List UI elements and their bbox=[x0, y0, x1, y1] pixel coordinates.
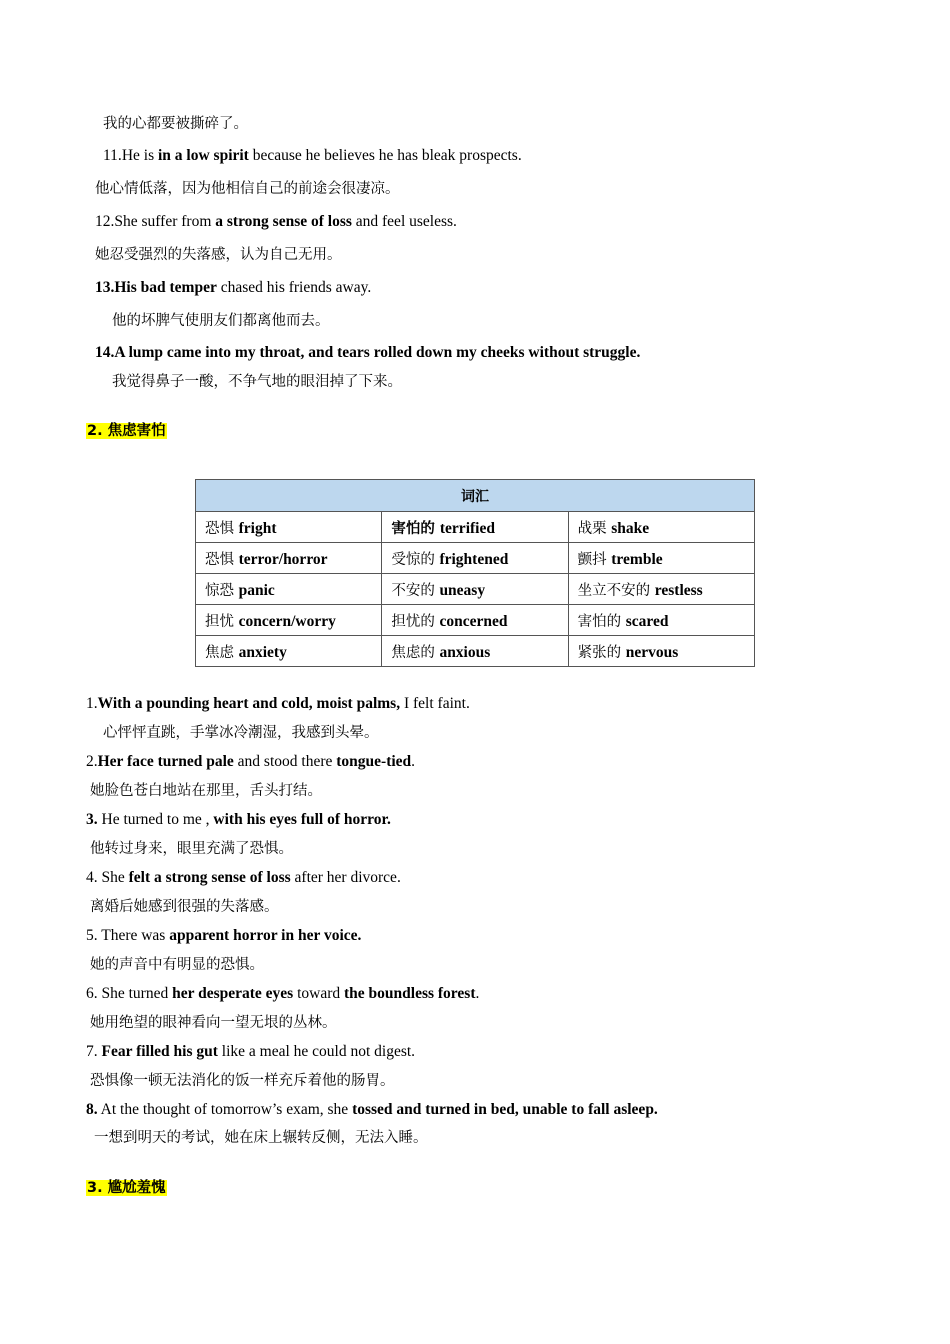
sentence-13-translation: 他的坏脾气使朋友们都离他而去。 bbox=[112, 313, 330, 329]
fear-sentence-2: 2.Her face turned pale and stood there tongue-tied. bbox=[86, 753, 416, 770]
table-row bbox=[196, 636, 755, 667]
table-cell: 颤抖 tremble bbox=[568, 543, 754, 574]
table-cell: 战栗 shake bbox=[568, 512, 754, 543]
table-row bbox=[196, 574, 755, 605]
table-cell: 担忧的 concerned bbox=[382, 605, 568, 636]
table-cell: 不安的 uneasy bbox=[382, 574, 568, 605]
fear-sentence-5-translation: 她的声音中有明显的恐惧。 bbox=[90, 957, 264, 973]
fear-sentence-4: 4. She felt a strong sense of loss after her divorce. bbox=[86, 869, 401, 886]
fear-sentence-6-translation: 她用绝望的眼神看向一望无垠的丛林。 bbox=[90, 1015, 337, 1031]
vocabulary-table bbox=[195, 479, 755, 667]
fear-sentence-7-translation: 恐惧像一顿无法消化的饭一样充斥着他的肠胃。 bbox=[90, 1073, 395, 1089]
table-row bbox=[196, 512, 755, 543]
sentence-12-translation: 她忍受强烈的失落感，认为自己无用。 bbox=[95, 247, 342, 263]
sentence-10-translation: 我的心都要被撕碎了。 bbox=[103, 116, 248, 132]
fear-sentence-8: 8. At the thought of tomorrow’s exam, she tossed and turned in bed, unable to fall asleep. bbox=[86, 1101, 658, 1118]
sentence-11: 11.He is in a low spirit because he believes he has bleak prospects. bbox=[103, 147, 522, 164]
table-header-row bbox=[196, 480, 755, 512]
table-cell: 害怕的 scared bbox=[568, 605, 754, 636]
fear-sentence-3: 3. He turned to me , with his eyes full of horror. bbox=[86, 811, 391, 828]
table-row bbox=[196, 543, 755, 574]
table-cell: 焦虑 anxiety bbox=[196, 636, 382, 667]
fear-sentence-8-translation: 一想到明天的考试，她在床上辗转反侧，无法入睡。 bbox=[94, 1130, 428, 1146]
table-cell: 恐惧 terror/horror bbox=[196, 543, 382, 574]
fear-sentence-2-translation: 她脸色苍白地站在那里，舌头打结。 bbox=[90, 783, 322, 799]
sentence-13: 13.His bad temper chased his friends away. bbox=[95, 279, 372, 296]
fear-sentence-7: 7. Fear filled his gut like a meal he could not digest. bbox=[86, 1043, 416, 1060]
table-cell: 焦虑的 anxious bbox=[382, 636, 568, 667]
table-cell: 紧张的 nervous bbox=[568, 636, 754, 667]
sentence-14: 14.A lump came into my throat, and tears rolled down my cheeks without struggle. bbox=[95, 344, 641, 361]
table-cell: 担忧 concern/worry bbox=[196, 605, 382, 636]
table-cell: 惊恐 panic bbox=[196, 574, 382, 605]
table-cell: 坐立不安的 restless bbox=[568, 574, 754, 605]
section-heading-anxiety-fear: 2. 焦虑害怕 bbox=[87, 423, 166, 439]
table-cell: 受惊的 frightened bbox=[382, 543, 568, 574]
table-cell: 害怕的 terrified bbox=[382, 512, 568, 543]
fear-sentence-1: 1.With a pounding heart and cold, moist palms, I felt faint. bbox=[86, 695, 470, 712]
table-header: 词汇 bbox=[196, 480, 755, 512]
table-row bbox=[196, 605, 755, 636]
table-cell: 恐惧 fright bbox=[196, 512, 382, 543]
fear-sentence-3-translation: 他转过身来，眼里充满了恐惧。 bbox=[90, 841, 293, 857]
sentence-11-translation: 他心情低落，因为他相信自己的前途会很凄凉。 bbox=[95, 181, 400, 197]
fear-sentence-4-translation: 离婚后她感到很强的失落感。 bbox=[90, 899, 279, 915]
fear-sentence-5: 5. There was apparent horror in her voice. bbox=[86, 927, 362, 944]
section-heading-embarrassment: 3. 尴尬羞愧 bbox=[87, 1180, 166, 1196]
sentence-12: 12.She suffer from a strong sense of loss and feel useless. bbox=[95, 213, 457, 230]
fear-sentence-6: 6. She turned her desperate eyes toward the boundless forest. bbox=[86, 985, 480, 1002]
sentence-14-translation: 我觉得鼻子一酸，不争气地的眼泪掉了下来。 bbox=[112, 374, 402, 390]
fear-sentence-1-translation: 心怦怦直跳，手掌冰冷潮湿，我感到头晕。 bbox=[103, 725, 379, 741]
